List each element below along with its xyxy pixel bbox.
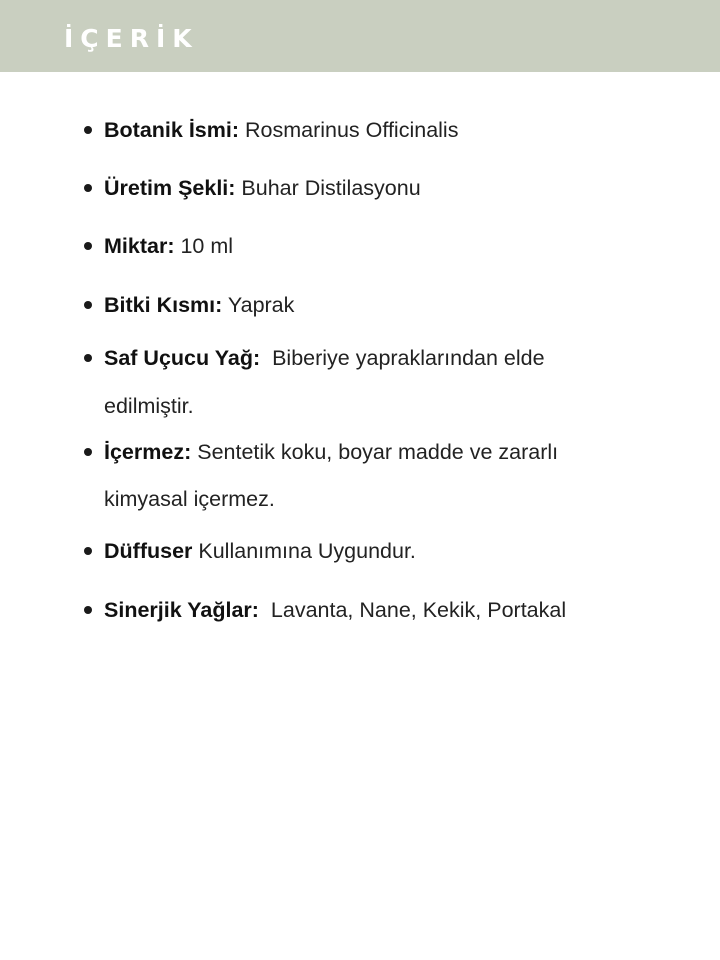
bullet-icon bbox=[84, 301, 92, 309]
bullet-icon bbox=[84, 184, 92, 192]
item-label: Bitki Kısmı: bbox=[104, 293, 223, 317]
item-value: Lavanta, Nane, Kekik, Portakal bbox=[258, 598, 567, 622]
item-value: Kullanımına Uygundur. bbox=[192, 539, 416, 563]
item-label: İçermez: bbox=[104, 440, 192, 464]
item-value: Sentetik koku, boyar madde ve zararlı bbox=[191, 440, 559, 464]
item-value: 10 ml bbox=[174, 234, 234, 258]
bullet-icon bbox=[84, 354, 92, 362]
bullet-icon bbox=[84, 547, 92, 555]
bullet-icon bbox=[84, 448, 92, 456]
item-value: Biberiye yapraklarından elde bbox=[260, 346, 545, 370]
item-label: Düffuser bbox=[104, 539, 193, 563]
item-label: Miktar: bbox=[104, 234, 175, 258]
page-title: İÇERİK bbox=[64, 24, 199, 53]
item-label: Saf Uçucu Yağ: bbox=[104, 346, 261, 370]
item-label: Üretim Şekli: bbox=[104, 176, 236, 200]
item-label: Botanik İsmi: bbox=[104, 118, 239, 142]
bullet-icon bbox=[84, 126, 92, 134]
item-value: Buhar Distilasyonu bbox=[235, 176, 421, 200]
item-label: Sinerjik Yağlar: bbox=[104, 598, 259, 622]
bullet-icon bbox=[84, 242, 92, 250]
item-value: Yaprak bbox=[222, 293, 295, 317]
item-value: Rosmarinus Officinalis bbox=[239, 118, 459, 142]
item-value-continued: edilmiştir. bbox=[104, 394, 194, 418]
header-banner bbox=[0, 0, 720, 72]
item-value-continued: kimyasal içermez. bbox=[104, 487, 275, 511]
bullet-icon bbox=[84, 606, 92, 614]
